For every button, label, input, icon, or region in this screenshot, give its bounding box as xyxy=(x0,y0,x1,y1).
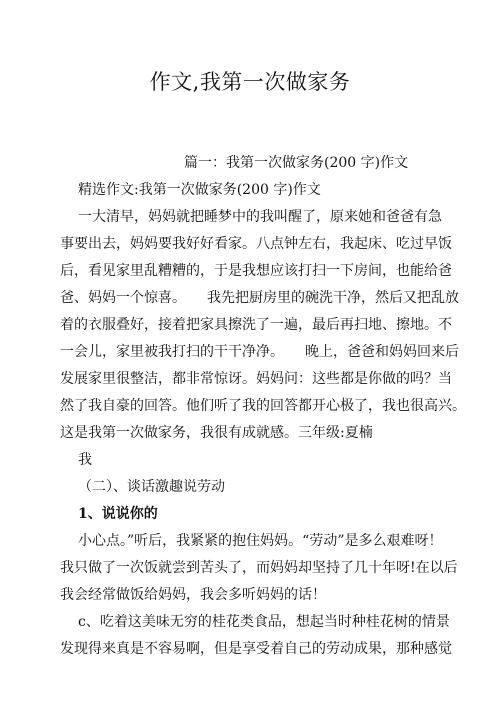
item-c-line: c、吃着这美味无穷的桂花类食品，想起当时种桂花树的情景 xyxy=(78,614,450,630)
paragraph-line: 这是我第一次做家务，我很有成就感。三年级:夏楠 xyxy=(60,425,373,441)
paragraph-line: 一大清早，妈妈就把睡梦中的我叫醒了，原来她和爸爸有急 xyxy=(78,209,442,225)
paragraph-line: 发展家里很整洁，都非常惊讶。妈妈问：这些都是你做的吗？当 xyxy=(60,371,452,387)
paragraph-line: 发现得来真是不容易啊，但是享受着自己的劳动成果，那种感觉 xyxy=(60,641,452,657)
paragraph-line: 一会儿，家里被我打扫的干干净净。 晚上，爸爸和妈妈回来后 xyxy=(60,344,459,360)
paragraph-line: 着的衣服叠好，接着把家具擦洗了一遍，最后再扫地、擦地。不 xyxy=(60,317,452,333)
lone-character: 我 xyxy=(78,452,92,468)
paragraph-line: 我只做了一次饭就尝到苦头了，而妈妈却坚持了几十年呀!在以后 xyxy=(60,560,458,576)
paragraph-line: 事要出去，妈妈要我好好看家。八点钟左右，我起床、吃过早饭 xyxy=(60,236,452,252)
paragraph-line: 小心点。”听后，我紧紧的抱住妈妈。“劳动”是多么艰难呀！ xyxy=(78,533,443,549)
document-title: 作文,我第一次做家务 xyxy=(149,70,351,94)
paragraph-line: 爸、妈妈一个惊喜。 我先把厨房里的碗洗干净，然后又把乱放 xyxy=(60,290,459,306)
subtitle: 篇一：我第一次做家务(200 字)作文 xyxy=(184,155,409,171)
section-heading: 精选作文:我第一次做家务(200 字)作文 xyxy=(78,182,321,198)
paragraph-line: 然了我自豪的回答。他们听了我的回答都开心极了，我也很高兴。 xyxy=(60,398,466,414)
paragraph-line: 我会经常做饭给妈妈，我会多听妈妈的话！ xyxy=(60,587,326,603)
paragraph-line: 后，看见家里乱糟糟的，于是我想应该打扫一下房间，也能给爸 xyxy=(60,263,452,279)
section2-heading: （二）、谈话激趣说劳动 xyxy=(78,479,225,495)
item-1-heading: 1、说说你的 xyxy=(78,506,158,522)
